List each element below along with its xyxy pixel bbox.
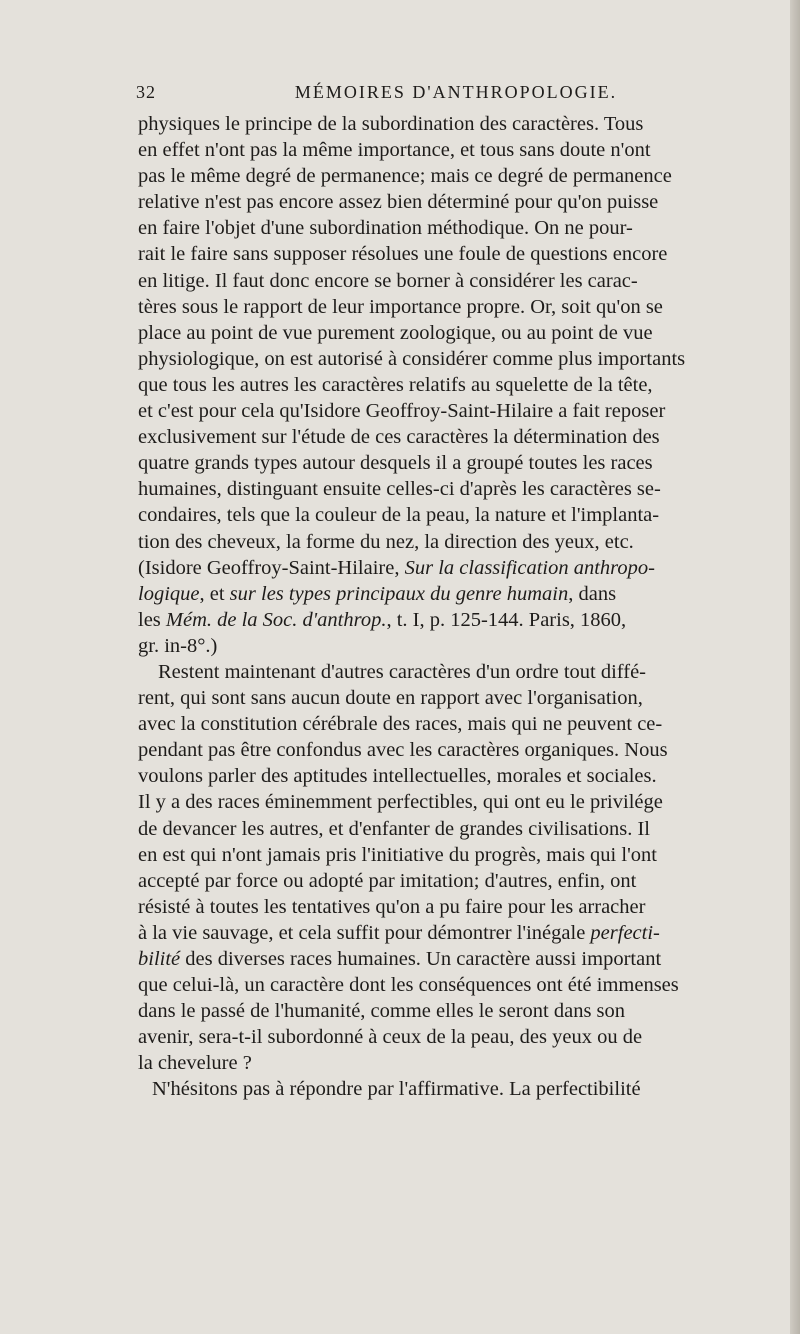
text-line: dans le passé de l'humanité, comme elles le seront dans son — [138, 1000, 626, 1023]
text-line: humaines, distinguant ensuite celles-ci d'après les caractères se- — [138, 478, 661, 501]
citation-line: (Isidore Geoffroy-Saint-Hilaire, Sur la classification anthropo- — [138, 555, 786, 581]
citation-journal: Mém. de la Soc. d'anthrop. — [165, 608, 387, 631]
emphasis: bilité — [138, 948, 181, 970]
citation-line: logique , et sur les types principaux du genre humain , dans — [138, 581, 786, 607]
text-line: tion des cheveux, la forme du nez, la direction des yeux, etc. — [138, 530, 634, 553]
text-line: pas le même degré de permanence; mais ce degré de permanence — [138, 165, 672, 188]
citation-title: logique — [138, 582, 200, 605]
page-number: 32 — [136, 82, 156, 102]
text-line: accepté par force ou adopté par imitation; d'autres, enfin, ont — [138, 869, 637, 892]
page-edge — [790, 0, 800, 1334]
text-line: de devancer les autres, et d'enfanter de grandes civilisations. Il — [138, 817, 650, 840]
text-line: pendant pas être confondus avec les caractères organiques. Nous — [138, 739, 668, 762]
text-line: exclusivement sur l'étude de ces caractères la détermination des — [138, 426, 660, 449]
text-line: la chevelure ? — [138, 1052, 252, 1075]
text-line: rent, qui sont sans aucun doute en rapport avec l'organisation, — [138, 687, 643, 710]
citation-line: les Mém. de la Soc. d'anthrop. , t. I, p. 125-144. Paris, 1860, — [138, 607, 786, 633]
text-line: N'hésitons pas à répondre par l'affirmative. La perfectibilité — [152, 1078, 641, 1101]
text-line: que celui-là, un caractère dont les conséquences ont été immenses — [138, 974, 679, 997]
text-line: et c'est pour cela qu'Isidore Geoffroy-Saint-Hilaire a fait reposer — [138, 400, 666, 423]
text-line: voulons parler des aptitudes intellectuelles, morales et sociales. — [138, 765, 657, 788]
emphasis: perfecti- — [590, 921, 660, 944]
text-line: avenir, sera-t-il subordonné à ceux de la peau, des yeux ou de — [138, 1026, 643, 1049]
text-line: physiques le principe de la subordination des caractères. Tous — [138, 113, 644, 135]
citation-line: gr. in-8°.) — [138, 634, 218, 657]
text-line: bilité des diverses races humaines. Un caractère aussi important — [138, 946, 786, 972]
text-line: place au point de vue purement zoologique, ou au point de vue — [138, 321, 653, 344]
text-line: à la vie sauvage, et cela suffit pour démontrer l'inégale perfecti- — [138, 920, 786, 946]
page-header — [136, 82, 776, 108]
text-line: en est qui n'ont jamais pris l'initiative du progrès, mais qui l'ont — [138, 843, 657, 866]
citation-title: sur les types principaux du genre humain — [229, 582, 569, 605]
text-line: quatre grands types autour desquels il a groupé toutes les races — [138, 452, 653, 475]
text-line: Restent maintenant d'autres caractères d'un ordre tout diffé- — [158, 660, 646, 683]
text-line: avec la constitution cérébrale des races, mais qui ne peuvent ce- — [138, 713, 663, 736]
text-line: en litige. Il faut donc encore se borner à considérer les carac- — [138, 269, 638, 292]
text-line: résisté à toutes les tentatives qu'on a pu faire pour les arracher — [138, 895, 646, 918]
text-line: tères sous le rapport de leur importance propre. Or, soit qu'on se — [138, 295, 663, 318]
running-title: MÉMOIRES D'ANTHROPOLOGIE. — [294, 82, 618, 102]
text-line: physiologique, on est autorisé à considérer comme plus importants — [138, 347, 686, 370]
text-line: Il y a des races éminemment perfectibles, qui ont eu le privilége — [138, 791, 663, 814]
text-line: condaires, tels que la couleur de la peau, la nature et l'implanta- — [138, 504, 660, 527]
citation-title: Sur la classification anthropo- — [404, 556, 655, 579]
text-line: rait le faire sans supposer résolues une foule de questions encore — [138, 243, 668, 266]
text-line: en faire l'objet d'une subordination méthodique. On ne pour- — [138, 217, 633, 240]
text-line: que tous les autres les caractères relatifs au squelette de la tête, — [138, 373, 653, 396]
text-line: relative n'est pas encore assez bien déterminé pour qu'on puisse — [138, 191, 659, 214]
body-text — [138, 111, 786, 1103]
text-line: en effet n'ont pas la même importance, et tous sans doute n'ont — [138, 139, 651, 162]
